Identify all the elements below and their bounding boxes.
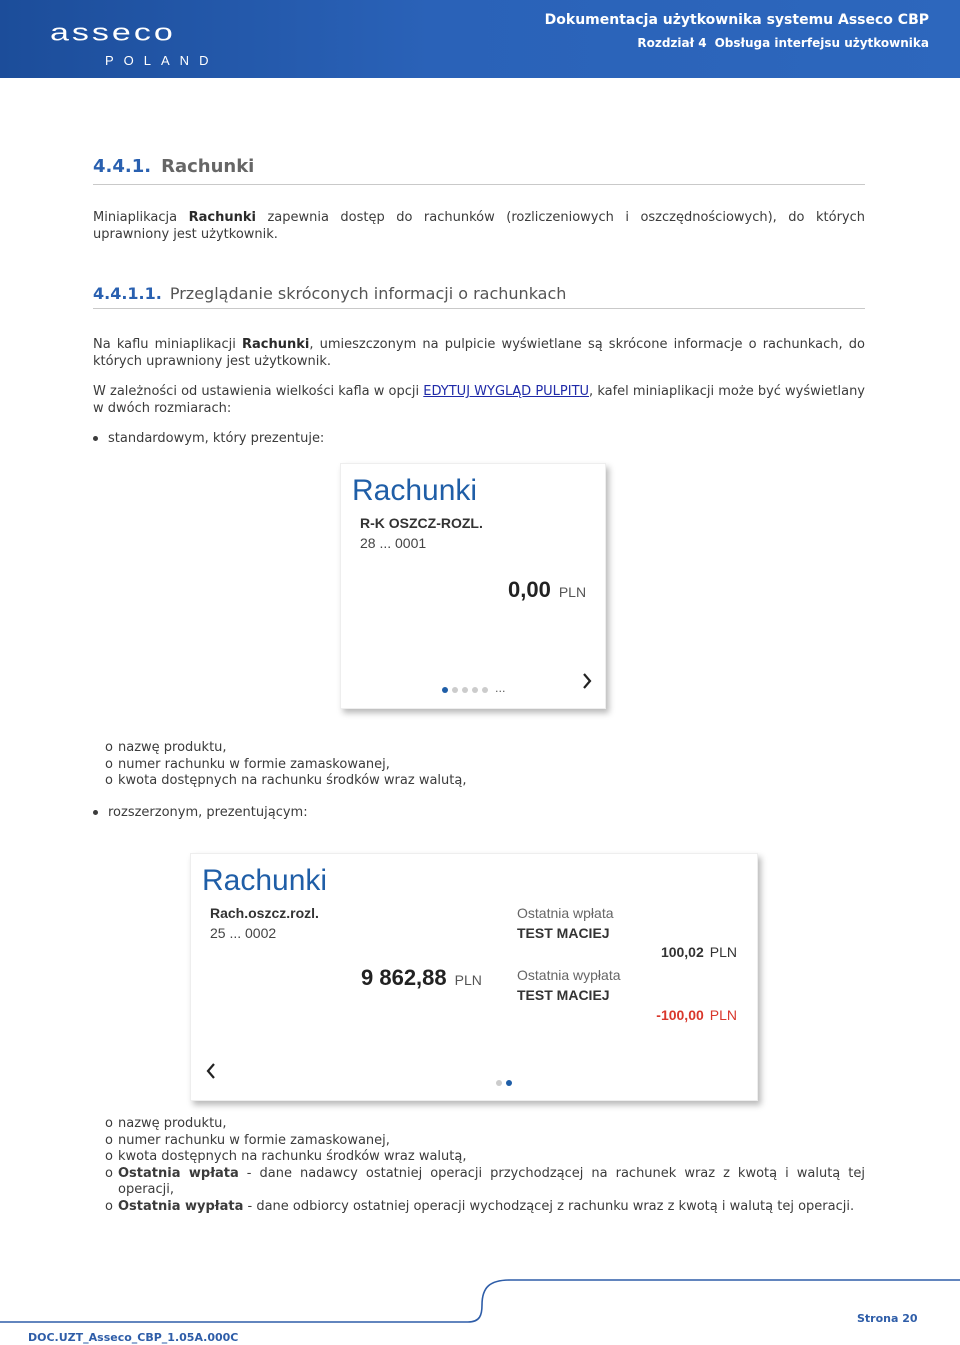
last-deposit-label: Ostatnia wpłata [517, 905, 614, 921]
pager-dot[interactable] [442, 687, 448, 693]
tile-title: Rachunki [202, 864, 328, 897]
edit-desktop-link[interactable]: EDYTUJ WYGLĄD PULPITU [423, 384, 590, 399]
list-item [105, 1199, 865, 1216]
tile-pager[interactable] [442, 678, 506, 697]
section-number: 4.4.1. [93, 156, 152, 177]
section-intro [93, 210, 865, 243]
accounts-tile-large[interactable] [190, 853, 758, 1101]
list-item-bold: Ostatnia wypłata [118, 1198, 244, 1214]
section-heading [93, 156, 865, 177]
list-item-text: nazwę produktu, [118, 1116, 227, 1131]
last-withdrawal-label: Ostatnia wypłata [517, 967, 621, 983]
chapter-label: Rozdział 4 [637, 36, 707, 50]
tile-product-name: R-K OSZCZ-ROZL. [360, 515, 483, 531]
chapter-title: Obsługa interfejsu użytkownika [714, 36, 929, 50]
last-withdrawal-currency: PLN [709, 1007, 737, 1023]
list-item-text: numer rachunku w formie zamaskowanej, [118, 756, 390, 772]
section-rule [93, 184, 865, 185]
bullet-standard [93, 431, 324, 446]
tile-balance-amount: 0,00 [508, 577, 551, 602]
p1-post: , umieszczonym na pulpicie wyświetlane są skrócone informacje o rachunkach, do których uprawniony jest użytkownik. [93, 337, 865, 369]
last-deposit-amount [661, 944, 737, 960]
tile-balance-currency: PLN [558, 584, 587, 600]
list-marker: o [105, 773, 113, 788]
page-header [0, 0, 960, 78]
last-deposit-name: TEST MACIEJ [517, 925, 610, 941]
list-marker: o [105, 1132, 113, 1148]
list-item [105, 1149, 865, 1166]
page-number: Strona 20 [857, 1312, 918, 1325]
list-item [105, 773, 865, 790]
pager-dot[interactable] [462, 687, 468, 693]
bullet-extended [93, 805, 308, 820]
p1-pre: Na kaflu miniaplikacji [93, 337, 242, 352]
pager-dot[interactable] [496, 1080, 502, 1086]
list-item-text: numer rachunku w formie zamaskowanej, [118, 1132, 390, 1148]
list-item-text: nazwę produktu, [118, 740, 227, 755]
subsection-heading [93, 284, 865, 303]
chapter-heading [637, 36, 929, 50]
last-deposit-currency: PLN [709, 944, 737, 960]
tile-masked-number: 28 ... 0001 [360, 535, 427, 551]
list-item [105, 740, 865, 757]
list-item-bold: Ostatnia wpłata [118, 1165, 239, 1181]
tile-masked-number: 25 ... 0002 [210, 925, 277, 941]
last-withdrawal-value: -100,00 [656, 1007, 704, 1023]
list-item-text: - dane nadawcy ostatniej operacji przychodzącej na rachunek wraz z kwotą i walutą tej operacji, [118, 1165, 865, 1197]
list-marker: o [105, 1198, 113, 1214]
subsection-rule [93, 308, 865, 309]
bullet-dot [93, 436, 98, 441]
paragraph-tile-sizes [93, 384, 865, 417]
list-marker: o [105, 1116, 113, 1131]
logo-wordmark: asseco [50, 19, 176, 47]
tile-balance-amount: 9 862,88 [361, 965, 447, 990]
list-marker: o [105, 1149, 113, 1164]
list-standard-contents [105, 740, 865, 790]
list-extended-contents [105, 1116, 865, 1215]
chevron-right-icon[interactable] [581, 671, 593, 691]
document-title: Dokumentacja użytkownika systemu Asseco CBP [544, 12, 929, 28]
list-item-text: - dane odbiorcy ostatniej operacji wychodzącej z rachunku wraz z kwotą i walutą tej operacji. [243, 1198, 855, 1214]
bullet-dot [93, 810, 98, 815]
list-item [105, 1166, 865, 1199]
logo-subtitle: POLAND [105, 53, 219, 68]
tile-title: Rachunki [352, 474, 478, 507]
pager-dot[interactable] [482, 687, 488, 693]
tile-product-name: Rach.oszcz.rozl. [210, 905, 319, 921]
tile-pager[interactable] [496, 1071, 516, 1090]
p2-post: , kafel miniaplikacji może być wyświetlany w dwóch rozmiarach: [93, 384, 866, 416]
last-withdrawal-name: TEST MACIEJ [517, 987, 610, 1003]
section-title: Rachunki [161, 156, 255, 177]
bullet-extended-text: rozszerzonym, prezentującym: [108, 805, 308, 820]
bullet-standard-text: standardowym, który prezentuje: [108, 431, 325, 446]
list-marker: o [105, 740, 113, 755]
intro-text-bold: Rachunki [188, 210, 256, 225]
pager-more: ... [495, 682, 506, 695]
pager-dot[interactable] [506, 1080, 512, 1086]
tile-balance [508, 577, 586, 603]
subsection-title: Przeglądanie skróconych informacji o rachunkach [169, 284, 567, 303]
paragraph-tile-info [93, 337, 865, 370]
last-withdrawal-amount [656, 1007, 737, 1023]
intro-text-pre: Miniaplikacja [93, 210, 189, 225]
p2-pre: W zależności od ustawienia wielkości kafla w opcji [93, 384, 424, 399]
list-item-text: kwota dostępnych na rachunku środków wraz walutą, [118, 773, 467, 788]
chevron-left-icon[interactable] [205, 1061, 217, 1081]
tile-balance [361, 965, 482, 991]
asseco-logo [50, 19, 219, 68]
tile-balance-currency: PLN [454, 972, 482, 988]
p1-bold: Rachunki [241, 337, 310, 352]
list-item [105, 757, 865, 774]
list-item-text: kwota dostępnych na rachunku środków wraz walutą, [118, 1149, 467, 1164]
last-deposit-value: 100,02 [660, 944, 704, 960]
accounts-tile-small[interactable] [340, 463, 606, 709]
list-marker: o [105, 1165, 113, 1181]
list-item [105, 1133, 865, 1150]
pager-dot[interactable] [452, 687, 458, 693]
intro-text-post: zapewnia dostęp do rachunków (rozliczeniowych i oszczędnościowych), do których uprawniony jest użytkownik. [93, 210, 865, 242]
subsection-number: 4.4.1.1. [93, 284, 162, 303]
pager-dot[interactable] [472, 687, 478, 693]
document-code: DOC.UZT_Asseco_CBP_1.05A.000C [28, 1331, 239, 1344]
list-item [105, 1116, 865, 1133]
list-marker: o [105, 756, 113, 772]
